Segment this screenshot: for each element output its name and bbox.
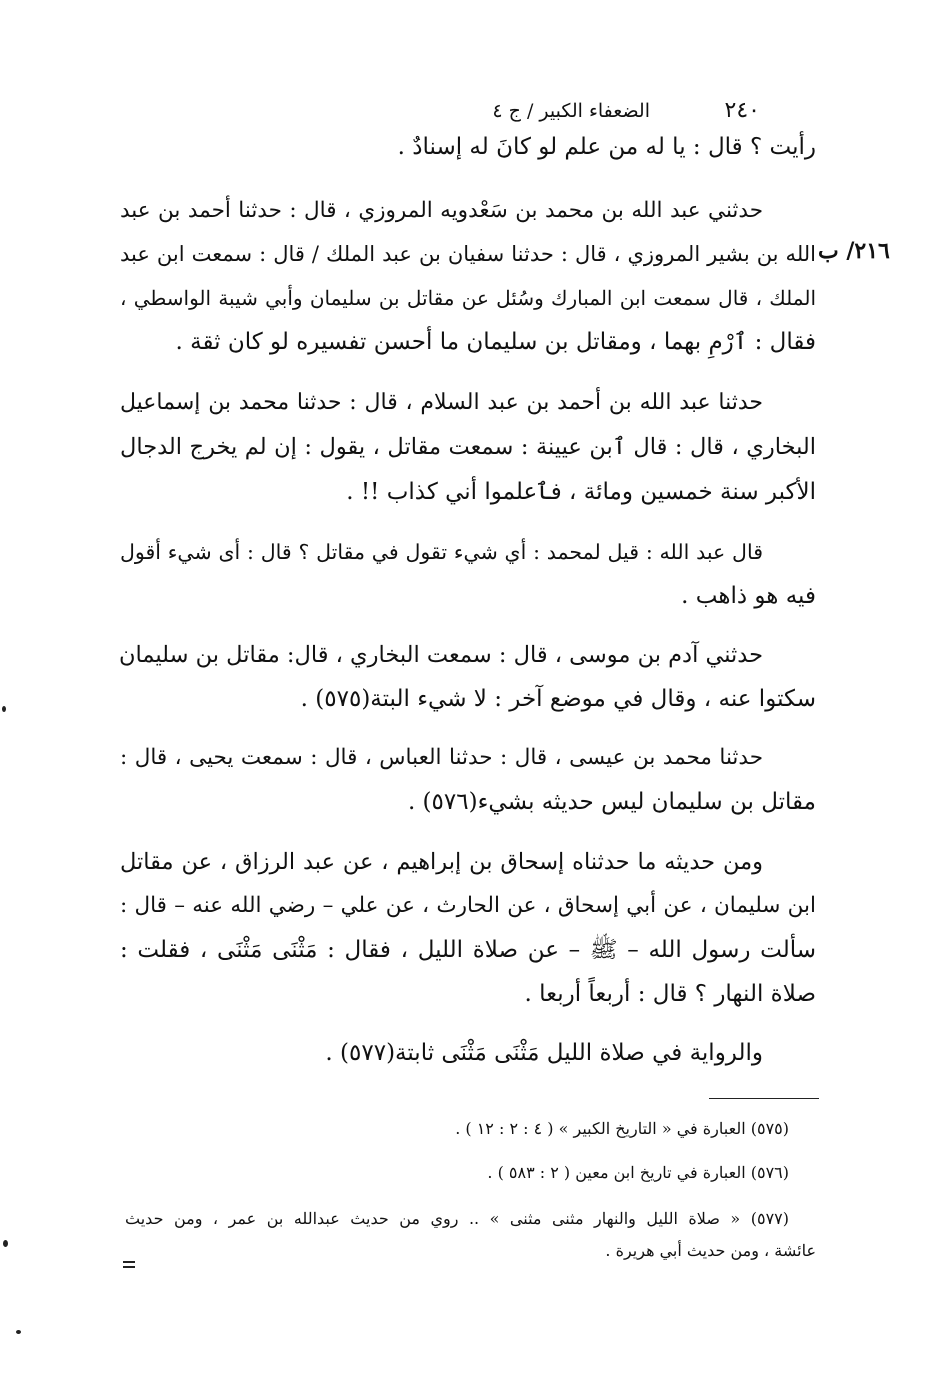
footnote-separator: [709, 1098, 819, 1099]
scan-speck: [16, 1330, 21, 1334]
text-line: حدثنا عبد الله بن أحمد بن عبد السلام ، قال : حدثنا محمد بن إسماعيل: [120, 390, 763, 415]
text-line: حدثني آدم بن موسى ، قال : سمعت البخاري ، قال: مقاتل بن سليمان: [119, 642, 763, 668]
text-line: فيه هو ذاهب .: [681, 583, 816, 609]
text-line: قال عبد الله : قيل لمحمد : أي شيء تقول في مقاتل ؟ قال : أى شيء أقول: [120, 540, 763, 564]
scan-speck: [123, 1266, 135, 1268]
text-line: ومن حديثه ما حدثناه إسحاق بن إبراهيم ، عن عبد الرزاق ، عن مقاتل: [120, 849, 763, 875]
scan-speck: [123, 1261, 135, 1263]
text-line: البخاري ، قال : قال ٱبن عيينة : سمعت مقاتل ، يقول : إن لم يخرج الدجال: [120, 434, 816, 460]
footnote-line: (٥٧٦) العبارة في تاريخ ابن معين ( ٢ : ٥٨٣ ) .: [487, 1163, 789, 1182]
text-line: الله بن بشير المروزي ، قال : حدثنا سفيان بن عبد الملك / قال : سمعت ابن عبد: [120, 242, 816, 266]
running-title: الضعفاء الكبير / ج ٤: [492, 100, 650, 122]
footnote-line: (٥٧٧) « صلاة الليل والنهار مثنى مثنى » .. روي من حديث عبدالله بن عمر ، ومن حديث: [125, 1209, 789, 1228]
text-line: ابن سليمان ، عن أبي إسحاق ، عن الحارث ، عن علي – رضي الله عنه – قال :: [120, 893, 816, 918]
text-line: فقال : ٱرْمِ بهما ، ومقاتل بن سليمان ما أحسن تفسيره لو كان ثقة .: [175, 329, 816, 355]
text-line: والرواية في صلاة الليل مَثْنَى مَثْنَى ثابتة(٥٧٧) .: [325, 1040, 763, 1066]
text-line: مقاتل بن سليمان ليس حديثه بشيء(٥٧٦) .: [407, 789, 816, 815]
text-line: سألت رسول الله – ﷺ – عن صلاة الليل ، فقال : مَثْنَى مَثْنَى ، فقلت :: [120, 937, 816, 963]
text-line: رأيت ؟ قال : يا له من علم لو كانَ له إسنادٌ .: [397, 134, 816, 160]
footnote-line: (٥٧٥) العبارة في « التاريخ الكبير » ( ٤ : ٢ : ١٢ ) .: [455, 1119, 789, 1138]
page-header: [360, 98, 760, 128]
text-line: سكتوا عنه ، وقال في موضع آخر : لا شيء البتة(٥٧٥) .: [300, 686, 816, 712]
scan-speck: [2, 706, 6, 712]
footnote-line: عائشة ، ومن حديث أبي هريرة .: [605, 1241, 816, 1260]
text-line: الأكبر سنة خمسين ومائة ، فٱعلموا أني كذاب !! .: [346, 479, 816, 505]
page-number: ٢٤٠: [724, 98, 760, 123]
margin-folio-note: ٢١٦/ ب: [818, 238, 890, 264]
text-line: حدثني عبد الله بن محمد بن سَعْدويه المروزي ، قال : حدثنا أحمد بن عبد: [120, 198, 763, 223]
text-line: حدثنا محمد بن عيسى ، قال : حدثنا العباس ، قال : سمعت يحيى ، قال :: [120, 745, 763, 770]
text-line: صلاة النهار ؟ قال : أربعاً أربعا .: [524, 981, 816, 1007]
text-line: الملك ، قال سمعت ابن المبارك وسُئل عن مقاتل بن سليمان وأبي شيبة الواسطي ،: [120, 286, 816, 310]
scan-speck: [3, 1240, 8, 1247]
